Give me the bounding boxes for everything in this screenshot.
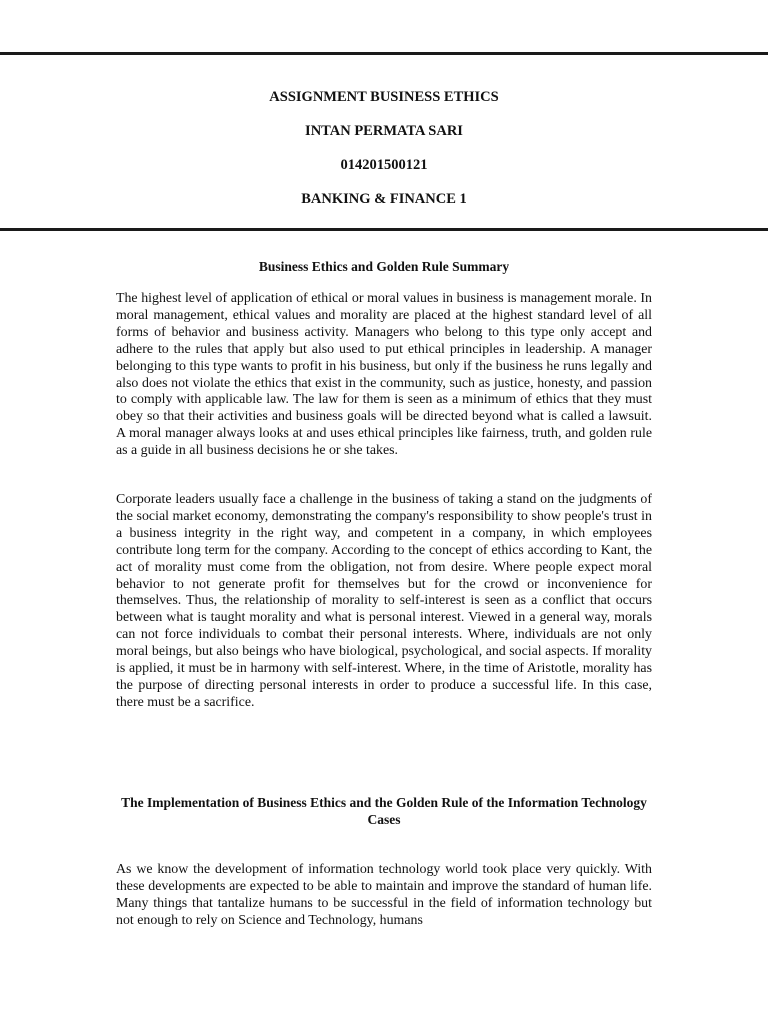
section-title-implementation: The Implementation of Business Ethics and the Golden Rule of the Information Technology Cases xyxy=(121,795,647,827)
assignment-title: ASSIGNMENT BUSINESS ETHICS xyxy=(269,89,499,105)
student-name: INTAN PERMATA SARI xyxy=(305,123,463,139)
header-bottom-rule xyxy=(0,228,768,231)
section-title-summary: Business Ethics and Golden Rule Summary xyxy=(258,259,510,274)
student-id: 014201500121 xyxy=(340,157,428,173)
header-top-rule xyxy=(0,52,768,55)
summary-paragraph-2: Corporate leaders usually face a challenge in the business of taking a stand on the judgments of the social market economy, demonstrating the company's responsibility to show people's trust in a business integrity in the right way, and competent in a company, in which employees contribute long term for the company. According to the concept of ethics according to Kant, the act of morality must come from the obligation, not from desire. Where people expect moral behavior to not generate profit for themselves but for the crowd or inconvenience for themselves. Thus, the relationship of morality to self-interest is seen as a conflict that occurs between what is taught morality and what is personal interest. Viewed in a general way, morals can not force individuals to combat their personal interests. Where, individuals are not only moral beings, but also beings who have biological, psychological, and social aspects. If morality is applied, it must be in harmony with self-interest. Where, in the time of Aristotle, morality has the purpose of directing personal interests in order to produce a successful life. In this case, there must be a sacrifice. xyxy=(116,492,652,710)
summary-paragraph-1: The highest level of application of ethical or moral values in business is management morale. In moral management, ethical values and morality are placed at the highest standard level of all forms of behavior and business activity. Managers who belong to this type only accept and adhere to the rules that apply but also used to put ethical principles in leadership. A manager belonging to this type wants to profit in his business, but only if the business he runs legally and also does not violate the ethics that exist in the community, such as justice, honesty, and passion to comply with applicable law. The law for them is seen as a minimum of ethics that they must obey so that their activities and business goals will be directed beyond what is called a lawsuit. A moral manager always looks at and uses ethical principles like fairness, truth, and golden rule as a guide in all business decisions he or she takes. xyxy=(116,291,652,459)
class-name: BANKING & FINANCE 1 xyxy=(301,191,467,207)
implementation-paragraph-1: As we know the development of information technology world took place very quickly. With these developments are expected to be able to maintain and improve the standard of human life. Many things that tantalize humans to be successful in the field of information technology but not enough to rely on Science and Technology, humans xyxy=(116,862,652,928)
